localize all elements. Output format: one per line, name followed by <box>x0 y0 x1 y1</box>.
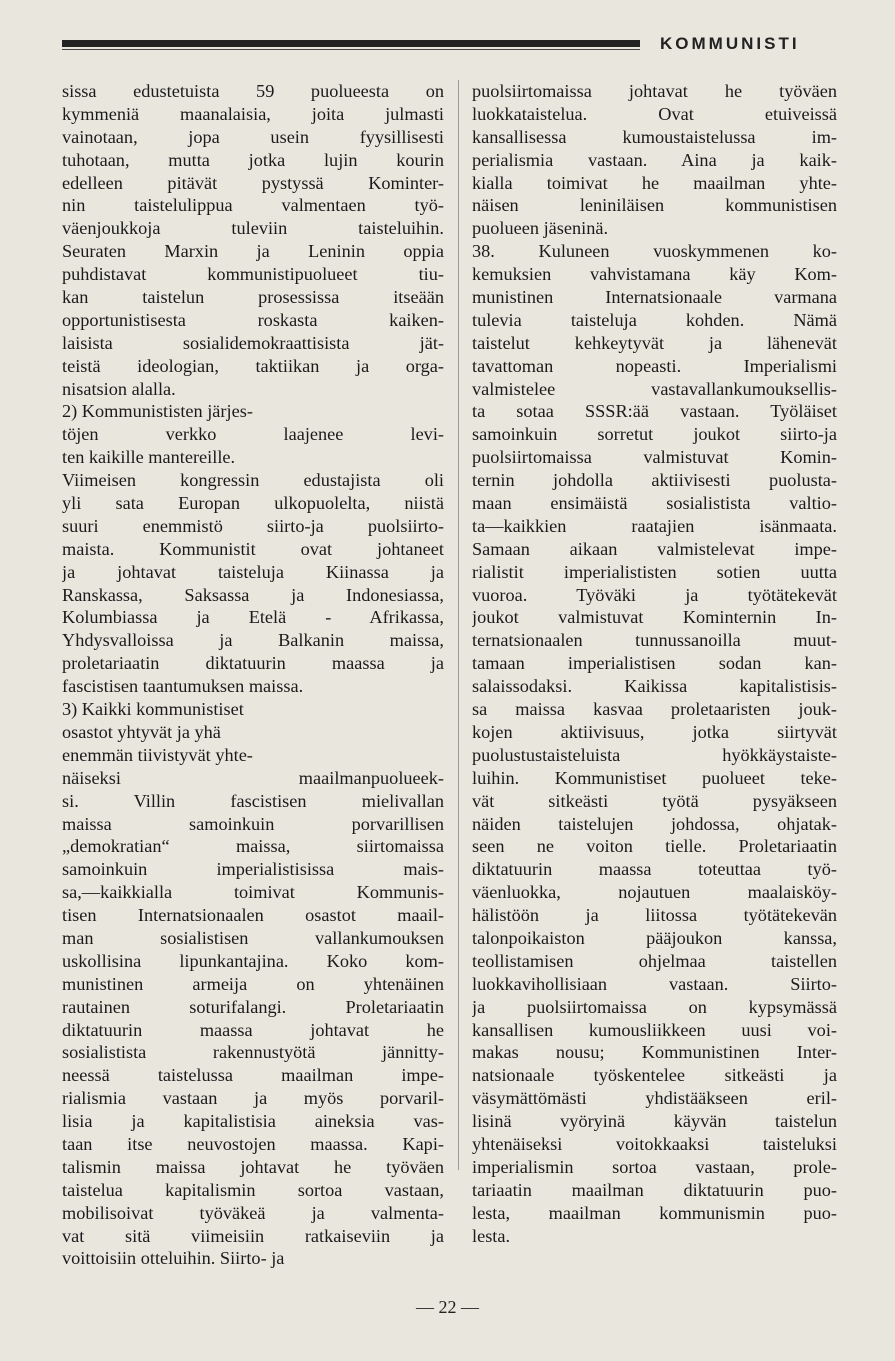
text-line: ja johtavat taisteluja Kiinassa ja <box>62 561 444 582</box>
text-line: Viimeisen kongressin edustajista oli <box>62 470 444 491</box>
text-line: kemuksien vahvistamana käy Kom- <box>472 264 837 285</box>
text-line: puolustustaisteluista hyökkäystaiste- <box>472 744 837 765</box>
text-line: valmistelee vastavallankumouksellis- <box>472 378 837 399</box>
text-line: Yhdysvalloissa ja Balkanin maissa, <box>62 630 444 651</box>
text-line: kojen aktiivisuus, jotka siirtyvät <box>472 721 837 742</box>
text-line: väenjoukkoja tuleviin taisteluihin. <box>62 218 444 239</box>
text-line: enemmän tiivistyvät yhte- <box>62 744 253 765</box>
text-line: tisen Internatsionaalen osastot maail- <box>62 905 444 926</box>
text-line: tuhotaan, mutta jotka lujin kourin <box>62 149 444 170</box>
text-line: 38. Kuluneen vuoskymmenen ko- <box>472 241 837 262</box>
text-line: kansallisessa kumoustaistelussa im- <box>472 126 837 147</box>
text-line: sa maissa kasvaa proletaaristen jouk- <box>472 699 837 720</box>
text-line: munistinen Internatsionaale varmana <box>472 287 837 308</box>
text-line: ja puolsiirtomaissa on kypsymässä <box>472 996 837 1017</box>
text-line: neessä taistelussa maailman impe- <box>62 1065 444 1086</box>
text-line: vat sitä viimeisiin ratkaiseviin ja <box>62 1225 444 1246</box>
text-line: rialismia vastaan ja myös porvaril- <box>62 1088 444 1109</box>
text-line: ternatsionaalen tunnussanoilla muut- <box>472 630 837 651</box>
text-line: talismin maissa johtavat he työväen <box>62 1156 444 1177</box>
text-line: natsionaale työskentelee sitkeästi ja <box>472 1065 837 1086</box>
text-line: sosialistista rakennustyötä jännitty- <box>62 1042 444 1063</box>
text-line: lesta. <box>472 1225 511 1246</box>
text-line: ternin johdolla aktiivisesti puolusta- <box>472 470 837 491</box>
text-line: Ranskassa, Saksassa ja Indonesiassa, <box>62 584 444 605</box>
text-line: fascistisen taantumuksen maissa. <box>62 676 304 697</box>
text-line: vuoroa. Työväki ja työtätekevät <box>472 584 837 605</box>
text-line: väsymättömästi yhdistääkseen eril- <box>472 1088 837 1109</box>
text-line: tariaatin maailman diktatuurin puo- <box>472 1179 837 1200</box>
text-line: Seuraten Marxin ja Leninin oppia <box>62 241 444 262</box>
text-line: makas nousu; Kommunistinen Inter- <box>472 1042 837 1063</box>
text-line: opportunistisesta roskasta kaiken- <box>62 309 444 330</box>
page-number: — 22 — <box>416 1297 479 1317</box>
text-line: edelleen pitävät pystyssä Kominter- <box>62 172 444 193</box>
text-line: si. Villin fascistisen mielivallan <box>62 790 444 811</box>
text-line: luokkavihollisiaan vastaan. Siirto- <box>472 973 837 994</box>
text-line: kan taistelun prosessissa itseään <box>62 287 444 308</box>
text-line: sa,—kaikkialla toimivat Kommunis- <box>62 882 444 903</box>
text-line: väenluokka, nojautuen maalaisköy- <box>472 882 837 903</box>
right-column <box>472 80 837 1247</box>
text-line: maista. Kommunistit ovat johtaneet <box>62 538 444 559</box>
header-rule <box>62 40 640 47</box>
text-line: lisia ja kapitalistisia aineksia vas- <box>62 1111 444 1132</box>
text-line: voittoisiin otteluihin. Siirto- ja <box>62 1248 285 1269</box>
text-line: salaissodaksi. Kaikissa kapitalistisis- <box>472 676 837 697</box>
text-line: Samaan aikaan valmistelevat impe- <box>472 538 837 559</box>
text-line: luihin. Kommunistiset puolueet teke- <box>472 767 837 788</box>
text-line: teistä ideologian, taktiikan ja orga- <box>62 355 444 376</box>
text-line: 2) Kommunististen järjes- <box>62 401 253 422</box>
text-line: yli sata Europan ulkopuolelta, niistä <box>62 493 444 514</box>
text-line: teollistamisen ohjelmaa taistellen <box>472 950 837 971</box>
text-line: diktatuurin maassa johtavat he <box>62 1019 444 1040</box>
text-line: proletariaatin diktatuurin maassa ja <box>62 653 444 674</box>
text-line: maan ensimäistä sosialistista valtio- <box>472 493 837 514</box>
text-line: taistelut kehkeytyvät ja lähenevät <box>472 332 837 353</box>
text-line: nisatsion alalla. <box>62 378 176 399</box>
text-line: näiden taistelujen johdossa, ohjatak- <box>472 813 837 834</box>
text-line: diktatuurin maassa toteuttaa työ- <box>472 859 837 880</box>
text-line: mobilisoivat työväkeä ja valmenta- <box>62 1202 444 1223</box>
text-line: vät sitkeästi työtä pysyäkseen <box>472 790 837 811</box>
text-line: samoinkuin sorretut joukot siirto-ja <box>472 424 837 445</box>
text-line: osastot yhtyvät ja yhä <box>62 721 221 742</box>
text-line: hälistöön ja liitossa työtätekevän <box>472 905 837 926</box>
text-line: näiseksi maailmanpuolueek- <box>62 767 444 788</box>
text-line: puhdistavat kommunistipuolueet tiu- <box>62 264 444 285</box>
text-line: kialla toimivat he maailman yhte- <box>472 172 837 193</box>
text-line: lesta, maailman kommunismin puo- <box>472 1202 837 1223</box>
text-line: rautainen soturifalangi. Proletariaatin <box>62 996 444 1017</box>
left-column <box>62 80 444 1270</box>
text-line: ten kaikille mantereille. <box>62 447 236 468</box>
text-line: sissa edustetuista 59 puolueesta on <box>62 81 444 101</box>
running-head: KOMMUNISTI <box>660 34 800 53</box>
text-line: taistelua kapitalismin sortoa vastaan, <box>62 1179 444 1200</box>
text-line: ta—kaikkien raatajien isänmaata. <box>472 515 837 536</box>
text-line: munistinen armeija on yhtenäinen <box>62 973 444 994</box>
text-line: rialistit imperialististen sotien uutta <box>472 561 837 582</box>
text-line: tamaan imperialistisen sodan kan- <box>472 653 837 674</box>
text-line: tulevia taisteluja kohden. Nämä <box>472 309 837 330</box>
text-line: kansallisen kumousliikkeen uusi voi- <box>472 1019 837 1040</box>
text-line: näisen leniniläisen kommunistisen <box>472 195 837 216</box>
text-line: lisinä vyöryinä käyvän taistelun <box>472 1111 837 1132</box>
text-line: seen ne voiton tielle. Proletariaatin <box>472 836 837 857</box>
text-line: laisista sosialidemokraattisista jät- <box>62 332 444 353</box>
text-line: imperialismin sortoa vastaan, prole- <box>472 1156 837 1177</box>
text-line: nin taistelulippua valmentaen työ- <box>62 195 444 216</box>
text-line: Kolumbiassa ja Etelä - Afrikassa, <box>62 607 444 628</box>
text-line: luokkataistelua. Ovat etuiveissä <box>472 103 837 124</box>
text-line: maissa samoinkuin porvarillisen <box>62 813 444 834</box>
text-line: ta sotaa SSSR:ää vastaan. Työläiset <box>472 401 837 422</box>
text-line: kymmeniä maanalaisia, joita julmasti <box>62 103 444 124</box>
text-line: yhtenäiseksi voitokkaaksi taisteluksi <box>472 1133 837 1154</box>
text-line: „demokratian“ maissa, siirtomaissa <box>62 836 444 857</box>
text-line: talonpoikaiston pääjoukon kanssa, <box>472 927 837 948</box>
text-line: puolsiirtomaissa johtavat he työväen <box>472 81 837 101</box>
column-divider <box>458 80 459 1170</box>
text-line: vainotaan, jopa usein fyysillisesti <box>62 126 444 147</box>
text-line: tavattoman nopeasti. Imperialismi <box>472 355 837 376</box>
text-line: töjen verkko laajenee levi- <box>62 424 444 445</box>
text-line: uskollisina lipunkantajina. Koko kom- <box>62 950 444 971</box>
text-line: perialismia vastaan. Aina ja kaik- <box>472 149 837 170</box>
text-line: taan itse neuvostojen maassa. Kapi- <box>62 1133 444 1154</box>
text-line: joukot valmistuvat Kominternin In- <box>472 607 837 628</box>
text-line: samoinkuin imperialistisissa mais- <box>62 859 444 880</box>
text-line: puolsiirtomaissa valmistuvat Komin- <box>472 447 837 468</box>
text-line: puolueen jäseninä. <box>472 218 609 239</box>
text-line: suuri enemmistö siirto-ja puolsiirto- <box>62 515 444 536</box>
text-line: 3) Kaikki kommunistiset <box>62 699 244 720</box>
text-line: man sosialistisen vallankumouksen <box>62 927 444 948</box>
